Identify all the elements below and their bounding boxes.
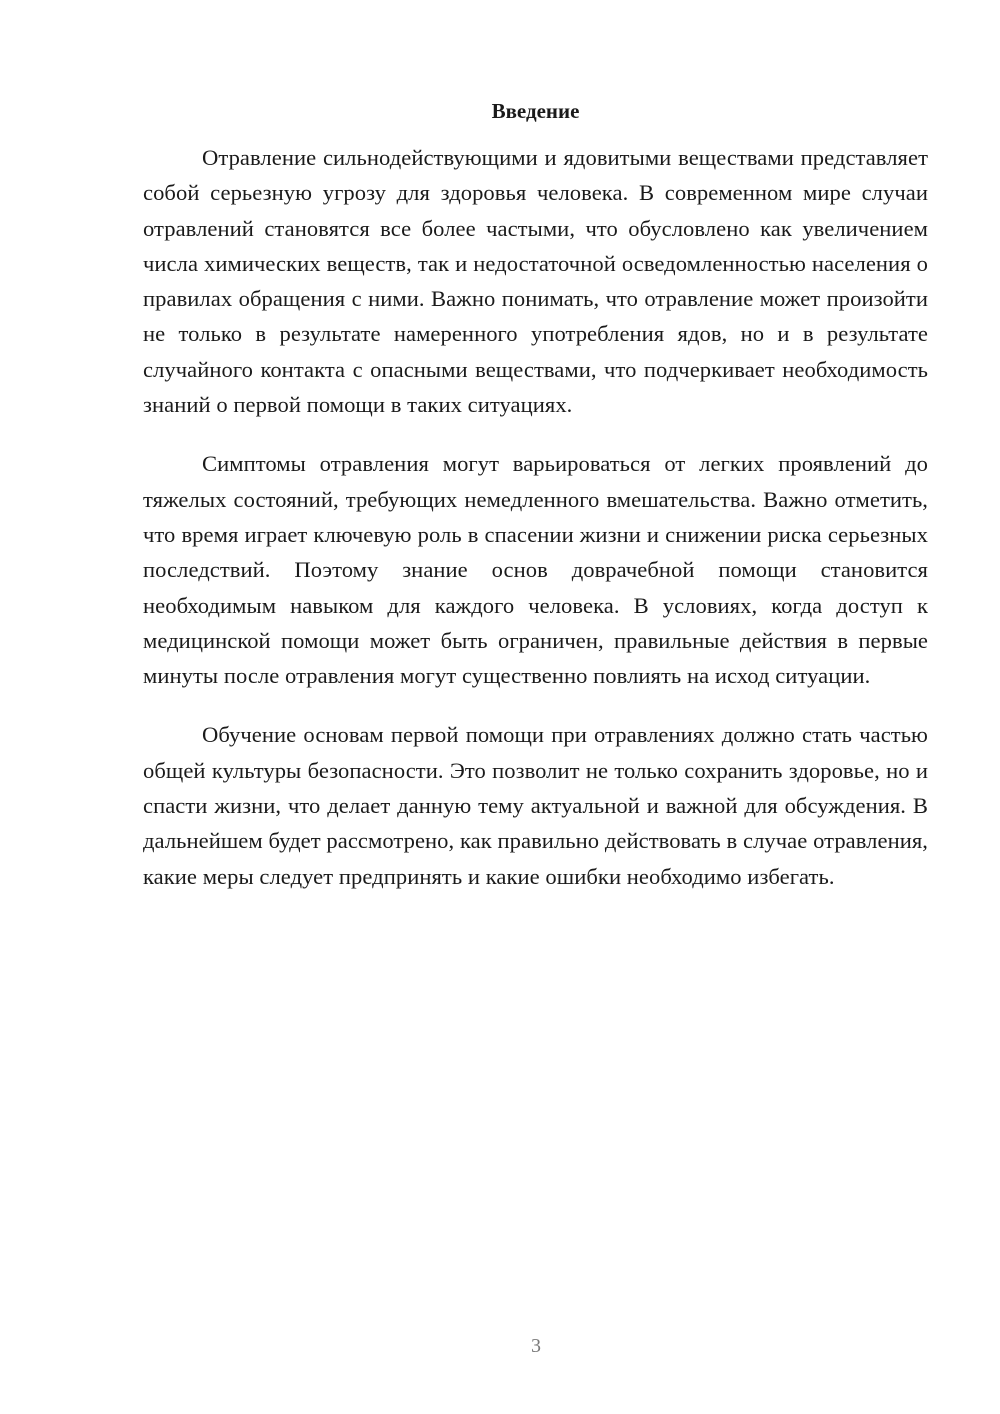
paragraph-3: Обучение основам первой помощи при отравлениях должно стать частью общей культуры безопасности. Это позволит не только сохранить здоровье, но и спасти жизни, что делает данную тему актуальной и важной для обсуждения. В дальнейшем будет рассмотрено, как правильно действовать в случае отравления, какие меры следует предпринять и какие ошибки необходимо избегать.	[143, 722, 928, 889]
paragraph-2: Симптомы отравления могут варьироваться от легких проявлений до тяжелых состояний, требующих немедленного вмешательства. Важно отметить, что время играет ключевую роль в спасении жизни и снижении риска серьезных последствий. Поэтому знание основ доврачебной помощи становится необходимым навыком для каждого человека. В условиях, когда доступ к медицинской помощи может быть ограничен, правильные действия в первые минуты после отравления могут существенно повлиять на исход ситуации.	[143, 451, 928, 689]
section-title: Введение	[491, 99, 580, 123]
paragraph-1: Отравление сильнодействующими и ядовитыми веществами представляет собой серьезную угрозу для здоровья человека. В современном мире случаи отравлений становятся все более частыми, что обусловлено как увеличением числа химических веществ, так и недостаточной осведомленностью населения о правилах обращения с ними. Важно понимать, что отравление может произойти не только в результате намеренного употребления ядов, но и в результате случайного контакта с опасными веществами, что подчеркивает необходимость знаний о первой помощи в таких ситуациях.	[143, 145, 928, 418]
page-number: 3	[531, 1335, 541, 1357]
page-content	[143, 96, 928, 918]
